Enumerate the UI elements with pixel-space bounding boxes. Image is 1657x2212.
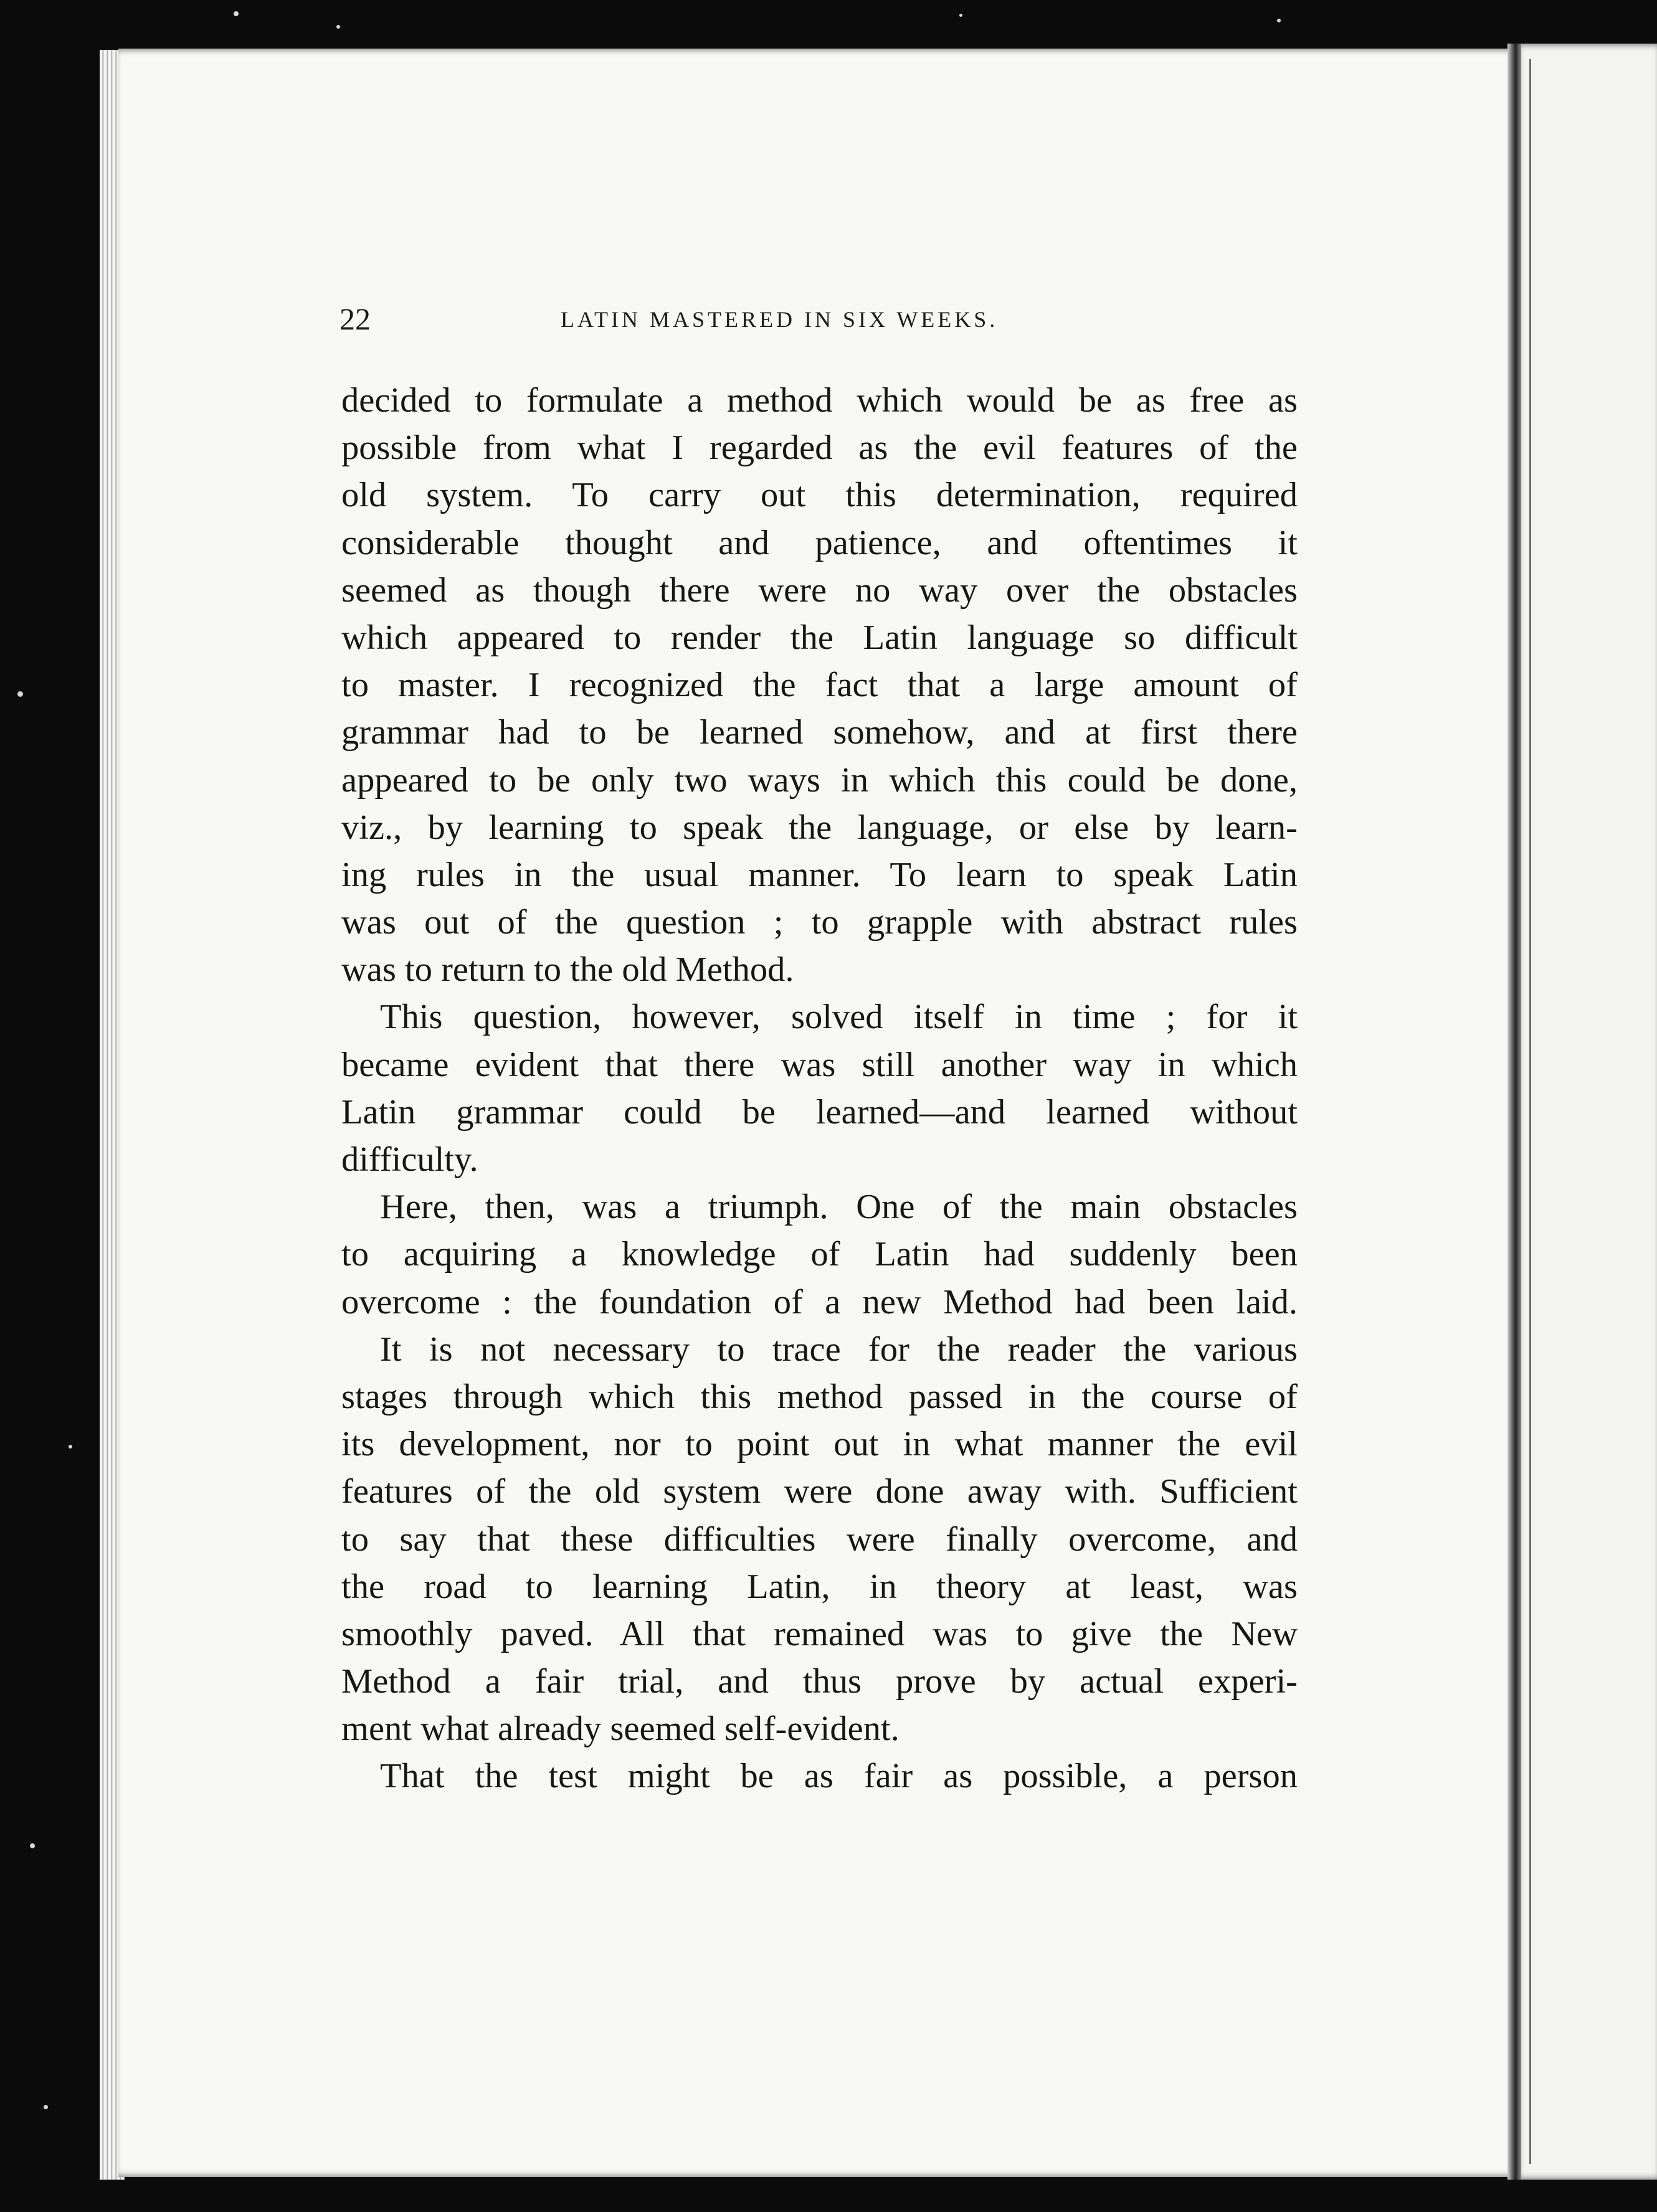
running-header: [339, 300, 1302, 338]
body-text: [341, 377, 1298, 1800]
dust-speck: [336, 25, 340, 29]
dust-speck: [959, 14, 962, 17]
text-line: grammar had to be learned somehow, and at first there: [341, 713, 1298, 752]
dust-speck: [30, 1843, 35, 1848]
text-line: possible from what I regarded as the evil features of the: [341, 428, 1298, 468]
text-line: to acquiring a knowledge of Latin had suddenly been: [341, 1235, 1298, 1274]
text-line: smoothly paved. All that remained was to give the New: [341, 1614, 1298, 1653]
page-number: 22: [339, 301, 371, 336]
running-title: LATIN MASTERED IN SIX WEEKS.: [561, 307, 999, 332]
text-line: its development, nor to point out in what manner the evil: [341, 1425, 1298, 1464]
text-line: was out of the question ; to grapple with abstract rules: [341, 903, 1298, 942]
text-line: decided to formulate a method which would be as free as: [341, 381, 1298, 420]
dust-speck: [1277, 19, 1281, 22]
text-line: This question, however, solved itself in time ; for it: [380, 998, 1298, 1037]
text-line: ment what already seemed self-evident.: [341, 1709, 900, 1749]
text-line: became evident that there was still another way in which: [341, 1045, 1298, 1084]
text-line: ing rules in the usual manner. To learn to speak Latin: [341, 855, 1298, 894]
dust-speck: [17, 691, 23, 697]
text-line: appeared to be only two ways in which this could be done,: [341, 760, 1298, 800]
text-line: stages through which this method passed in the course of: [341, 1377, 1298, 1416]
text-line: which appeared to render the Latin language so difficult: [341, 618, 1298, 657]
text-line: overcome : the foundation of a new Method had been laid.: [341, 1282, 1298, 1321]
text-line: considerable thought and patience, and oftentimes it: [341, 523, 1298, 562]
facing-page: [1521, 44, 1657, 2180]
text-line: viz., by learning to speak the language, or else by learn-: [341, 808, 1298, 847]
dust-speck: [69, 1445, 72, 1449]
text-line: seemed as though there were no way over the obstacles: [341, 570, 1298, 610]
text-line: was to return to the old Method.: [341, 950, 794, 990]
text-line: features of the old system were done away with. Sufficient: [341, 1472, 1298, 1511]
text-line: It is not necessary to trace for the reader the various: [380, 1330, 1298, 1369]
text-line: That the test might be as fair as possible, a person: [380, 1757, 1298, 1796]
text-line: to say that these difficulties were finally overcome, and: [341, 1520, 1298, 1559]
text-line: Here, then, was a triumph. One of the main obstacles: [380, 1188, 1298, 1227]
text-line: difficulty.: [341, 1140, 478, 1179]
dust-speck: [44, 2105, 48, 2109]
facing-page-rule: [1529, 59, 1531, 2164]
text-line: Method a fair trial, and thus prove by actual experi-: [341, 1662, 1298, 1701]
text-line: old system. To carry out this determination, required: [341, 476, 1298, 515]
text-line: to master. I recognized the fact that a large amount of: [341, 666, 1298, 705]
dust-speck: [234, 11, 239, 16]
text-line: the road to learning Latin, in theory at least, was: [341, 1567, 1298, 1606]
book-gutter: [1507, 44, 1521, 2180]
text-line: Latin grammar could be learned—and learned without: [341, 1092, 1298, 1132]
